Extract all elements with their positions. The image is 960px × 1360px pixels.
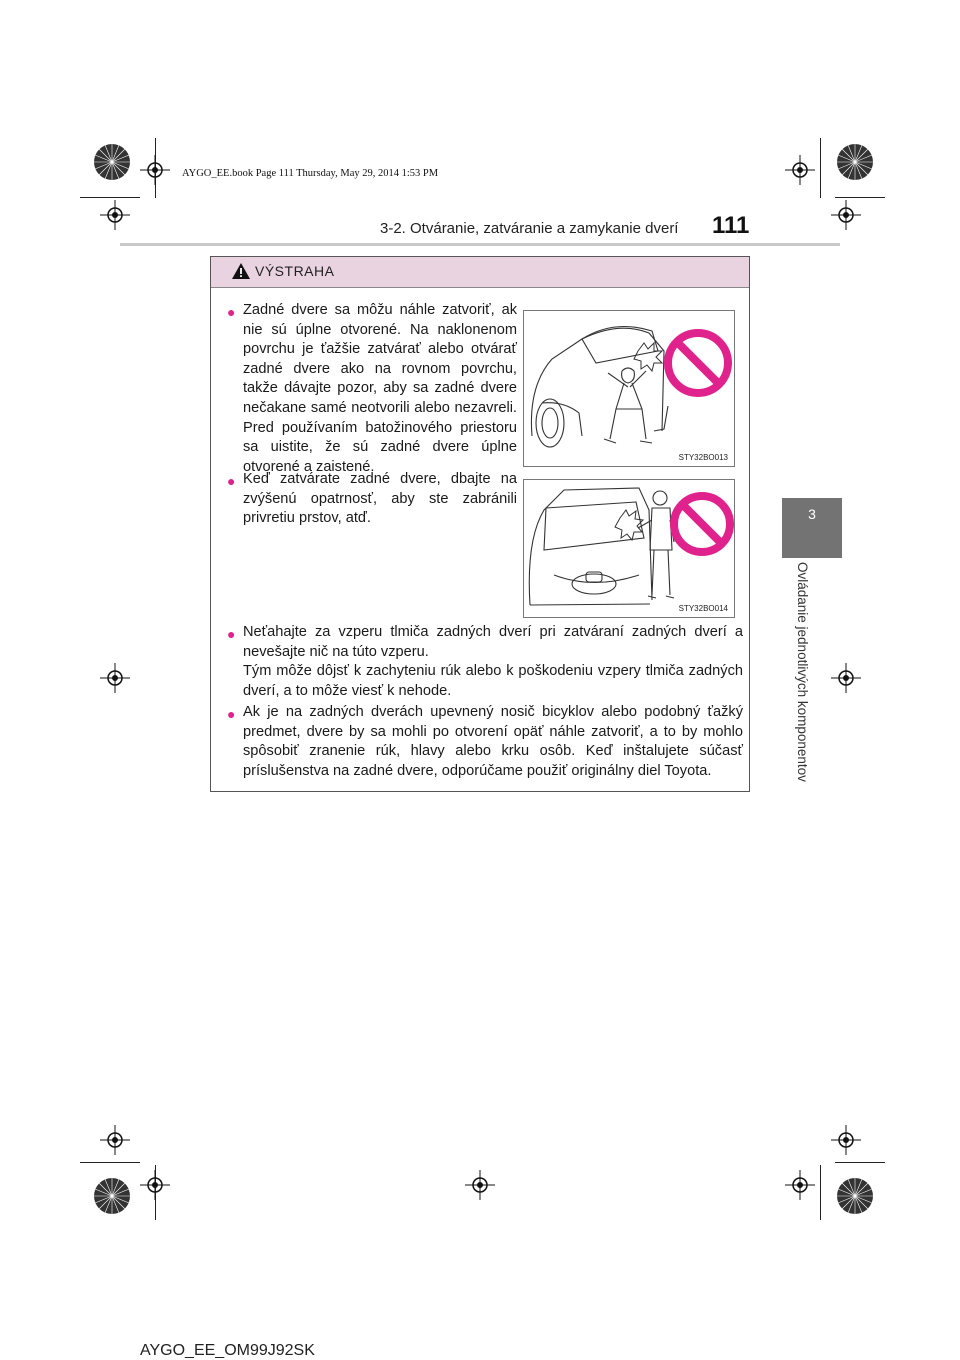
- starburst-mark-icon: [836, 1177, 874, 1215]
- car-tailgate-illustration: [524, 311, 734, 466]
- page-number: 111: [712, 212, 750, 239]
- figure-fingers-caught: [523, 479, 735, 618]
- registration-mark-icon: [785, 1170, 815, 1200]
- starburst-mark-icon: [836, 143, 874, 181]
- registration-mark-icon: [100, 1125, 130, 1155]
- header-rule: [120, 243, 840, 246]
- figure-code: STY32BO013: [678, 453, 728, 462]
- bullet-icon: ●: [227, 626, 236, 642]
- warning-item-continuation: Tým môže dôjsť k zachyteniu rúk alebo k poškodeniu vzpery tlmiča zadných dverí, a to môže viesť k nehode.: [243, 663, 743, 699]
- document-code: AYGO_EE_OM99J92SK: [140, 1342, 315, 1359]
- warning-item: Neťahajte za vzperu tlmiča zadných dverí pri zatváraní zadných dverí a nevešajte nič na túto vzperu.: [243, 624, 743, 660]
- registration-mark-icon: [831, 1125, 861, 1155]
- bullet-icon: ●: [227, 706, 236, 722]
- chapter-number: 3: [808, 506, 816, 522]
- bullet-icon: ●: [227, 473, 236, 489]
- chapter-label: Ovládanie jednotlivých komponentov: [795, 562, 810, 782]
- car-finger-pinch-illustration: [524, 480, 734, 617]
- registration-mark-icon: [100, 663, 130, 693]
- starburst-mark-icon: [93, 143, 131, 181]
- registration-mark-icon: [785, 155, 815, 185]
- warning-item: Zadné dvere sa môžu náhle zatvoriť, ak nie sú úplne otvorené. Na naklonenom povrchu je ťažšie zatvárať alebo otvárať zadné dvere ako na rovnom povrchu, takže dávajte pozor, aby sa zadné dvere nečakane samé neotvorili alebo nezavreli. Pred používaním batožinového priestoru sa uistite, že sú zadné dvere úplne otvorené a zaistené.: [243, 302, 517, 475]
- registration-mark-icon: [831, 663, 861, 693]
- warning-item: Ak je na zadných dverách upevnený nosič bicyklov alebo podobný ťažký predmet, dvere by sa mohli po otvorení opäť náhle zatvoriť, a to by mohlo spôsobiť zranenie rúk, hlavy alebo krku osôb. Keď inštalujete súčasť príslušenstva na zadné dvere, odporúčame použiť originálny diel Toyota.: [243, 704, 743, 779]
- figure-trunk-closing: [523, 310, 735, 467]
- registration-mark-icon: [140, 155, 170, 185]
- registration-mark-icon: [100, 200, 130, 230]
- warning-header: [211, 257, 749, 288]
- warning-box: [210, 256, 750, 792]
- registration-mark-icon: [465, 1170, 495, 1200]
- chapter-tab: [782, 498, 842, 558]
- section-title: 3-2. Otváranie, zatváranie a zamykanie dverí: [380, 220, 679, 237]
- bullet-icon: ●: [227, 304, 236, 320]
- book-info-line: AYGO_EE.book Page 111 Thursday, May 29, 2014 1:53 PM: [182, 168, 439, 179]
- warning-triangle-icon: [231, 262, 251, 280]
- warning-title: VÝSTRAHA: [255, 263, 335, 279]
- registration-mark-icon: [831, 200, 861, 230]
- figure-code: STY32BO014: [678, 604, 728, 613]
- warning-item: Keď zatvárate zadné dvere, dbajte na zvýšenú opatrnosť, aby ste zabránili privretiu prstov, atď.: [243, 471, 517, 527]
- registration-mark-icon: [140, 1170, 170, 1200]
- starburst-mark-icon: [93, 1177, 131, 1215]
